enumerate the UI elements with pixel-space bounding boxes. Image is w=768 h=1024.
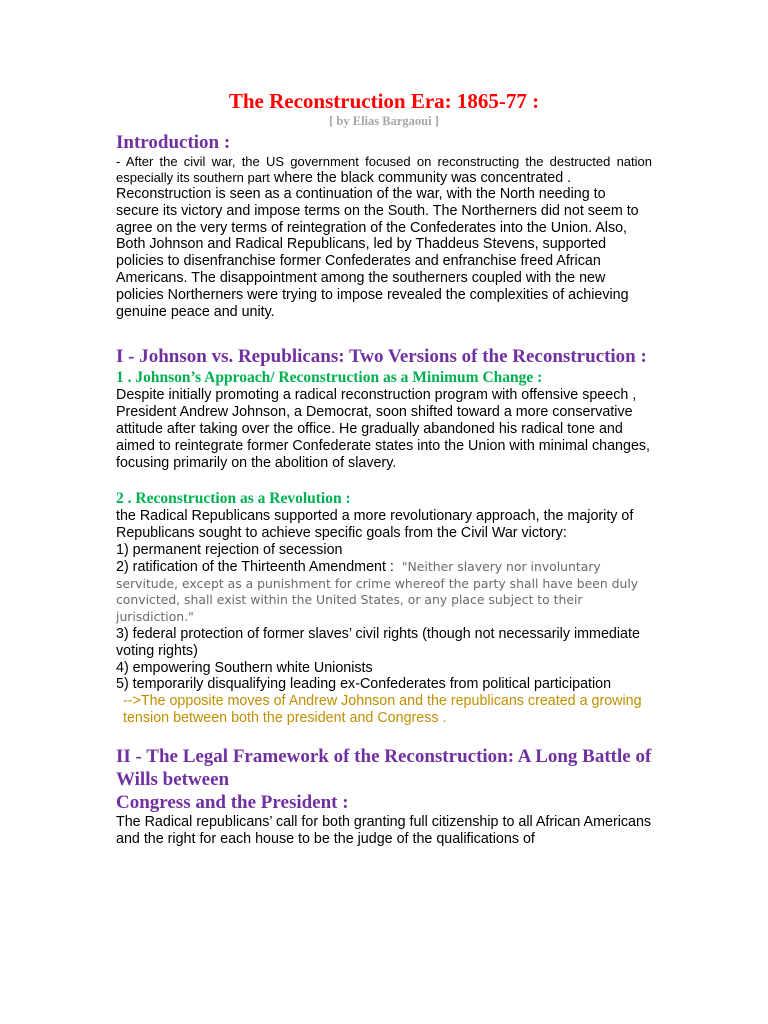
thirteenth-amendment-quote: "Neither slavery nor involuntary servitude, except as a punishment for crime whereof the party shall have been duly convicted, shall exist within the United States, or any place subject to their jurisdiction." — [116, 558, 639, 625]
author-byline: [ by Elias Bargaoui ] — [329, 114, 439, 128]
section-1-sub-1-heading: 1 . Johnson’s Approach/ Reconstruction as a Minimum Change : — [116, 369, 543, 387]
section-1-sub-2-heading: 2 . Reconstruction as a Revolution : — [116, 490, 351, 508]
section-2-body: The Radical republicans’ call for both granting full citizenship to all African Americans and the right for each house to be the judge of the qualifications of — [116, 813, 652, 847]
introduction-paragraph-2: Reconstruction is seen as a continuation of the war, with the North needing to secure its victory and impose terms on the South. The Northerners did not seem to agree on the very terms of reintegration of the Confederates into the Union. Also, Both Johnson and Radical Republicans, led by Thaddeus Stevens, supported policies to disenfranchise former Confederates and enfranchise freed African Americans. The disappointment among the southerners coupled with the new policies Northerners were trying to impose revealed the complexities of achieving genuine peace and unity. — [116, 186, 639, 320]
list-item-3: 3) federal protection of former slaves’ civil rights (though not necessarily immediate voting rights) — [116, 625, 640, 659]
intro-para1-end: where the black community was concentrated . — [269, 170, 572, 186]
section-2-heading — [116, 745, 652, 814]
document-page — [116, 88, 652, 847]
section-2-heading-line-2: Congress and the President : — [116, 791, 349, 813]
list-item-2 — [116, 559, 652, 626]
introduction-paragraph-1 — [116, 154, 652, 186]
section-1-sub-1-body: Despite initially promoting a radical reconstruction program with offensive speech , President Andrew Johnson, a Democrat, soon shifted toward a more conservative attitude after taking over the office. He gradually abandoned his radical tone and aimed to reintegrate former Confederate states into the Union with minimal changes, focusing primarily on the abolition of slavery. — [116, 387, 651, 471]
introduction-heading: Introduction : — [116, 132, 231, 153]
list-item-5: 5) temporarily disqualifying leading ex-Confederates from political participation — [116, 676, 612, 693]
list-item-4: 4) empowering Southern white Unionists — [116, 659, 373, 676]
section-1-heading: I - Johnson vs. Republicans: Two Versions of the Reconstruction : — [116, 346, 647, 368]
list-item-2-label: 2) ratification of the Thirteenth Amendment : — [116, 558, 394, 575]
intro-para1-start: - After the civil war, the US government focused on reconstructing the destructed nation especially its southern part — [116, 154, 652, 185]
list-item-1: 1) permanent rejection of secession — [116, 541, 343, 558]
tension-note: -->The opposite moves of Andrew Johnson and the republicans created a growing tension between both the president and Congress . — [123, 693, 642, 726]
section-1-sub-2-intro: the Radical Republicans supported a more revolutionary approach, the majority of Republicans sought to achieve specific goals from the Civil War victory: — [116, 508, 634, 542]
section-2-heading-line-1: II - The Legal Framework of the Reconstruction: A Long Battle of Wills between — [116, 745, 652, 790]
document-title: The Reconstruction Era: 1865-77 : — [228, 89, 540, 113]
